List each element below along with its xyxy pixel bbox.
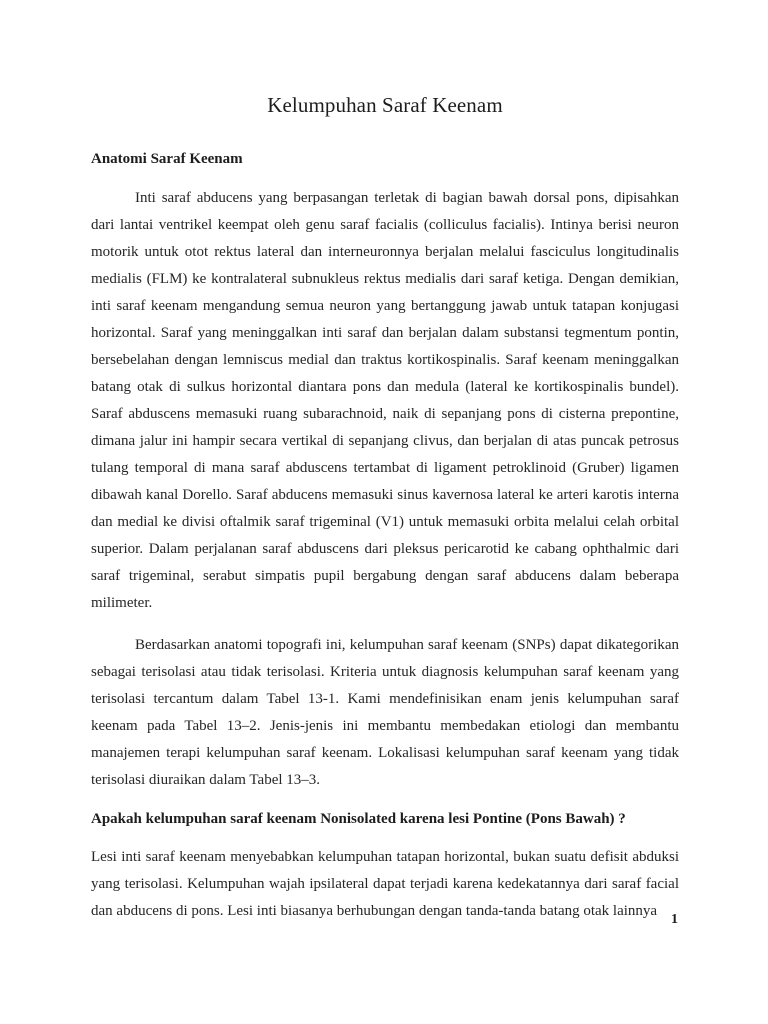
- paragraph-anatomy: Inti saraf abducens yang berpasangan terletak di bagian bawah dorsal pons, dipisahkan dari lantai ventrikel keempat oleh genu saraf facialis (colliculus facialis). Intinya berisi neuron motorik untuk otot rektus lateral dan interneuronnya berjalan melalui fasciculus longitudinalis medialis (FLM) ke kontralateral subnukleus rektus medialis dari saraf ketiga. Dengan demikian, inti saraf keenam mengandung semua neuron yang bertanggung jawab untuk tatapan konjugasi horizontal. Saraf yang meninggalkan inti saraf dan berjalan dalam substansi tegmentum pontin, bersebelahan dengan lemniscus medial dan traktus kortikospinalis. Saraf keenam meninggalkan batang otak di sulkus horizontal diantara pons dan medula (lateral ke kortikospinalis bundel). Saraf abduscens memasuki ruang subarachnoid, naik di sepanjang pons di cisterna prepontine, dimana jalur ini hampir secara vertikal di sepanjang clivus, dan berjalan di atas puncak petrosus tulang temporal di mana saraf abduscens tertambat di ligament petroklinoid (Gruber) ligamen dibawah kanal Dorello. Saraf abducens memasuki sinus kavernosa lateral ke arteri karotis interna dan medial ke divisi oftalmik saraf trigeminal (V1) untuk memasuki orbita melalui celah orbital superior. Dalam perjalanan saraf abduscens dari pleksus pericarotid ke cabang ophthalmic dari saraf trigeminal, serabut simpatis pupil bergabung dengan saraf abducens dalam beberapa milimeter.: [91, 190, 679, 611]
- document-title: Kelumpuhan Saraf Keenam: [267, 93, 503, 117]
- page-number: 1: [671, 912, 678, 927]
- paragraph-classification: Berdasarkan anatomi topografi ini, kelumpuhan saraf keenam (SNPs) dapat dikategorikan sebagai terisolasi atau tidak terisolasi. Kriteria untuk diagnosis kelumpuhan saraf keenam yang terisolasi tercantum dalam Tabel 13-1. Kami mendefinisikan enam jenis kelumpuhan saraf keenam pada Tabel 13–2. Jenis-jenis ini membantu membedakan etiologi dan membantu manajemen terapi kelumpuhan saraf keenam. Lokalisasi kelumpuhan saraf keenam yang tidak terisolasi diuraikan dalam Tabel 13–3.: [91, 637, 679, 788]
- section-heading: Anatomi Saraf Keenam: [91, 151, 243, 167]
- question-heading: Apakah kelumpuhan saraf keenam Nonisolated karena lesi Pontine (Pons Bawah) ?: [91, 811, 626, 827]
- paragraph-nuclear-lesion: Lesi inti saraf keenam menyebabkan kelumpuhan tatapan horizontal, bukan suatu defisit abduksi yang terisolasi. Kelumpuhan wajah ipsilateral dapat terjadi karena kedekatannya dari saraf facial dan abducens di pons. Lesi inti biasanya berhubungan dengan tanda-tanda batang otak lainnya: [91, 849, 679, 919]
- page-content: [91, 92, 679, 940]
